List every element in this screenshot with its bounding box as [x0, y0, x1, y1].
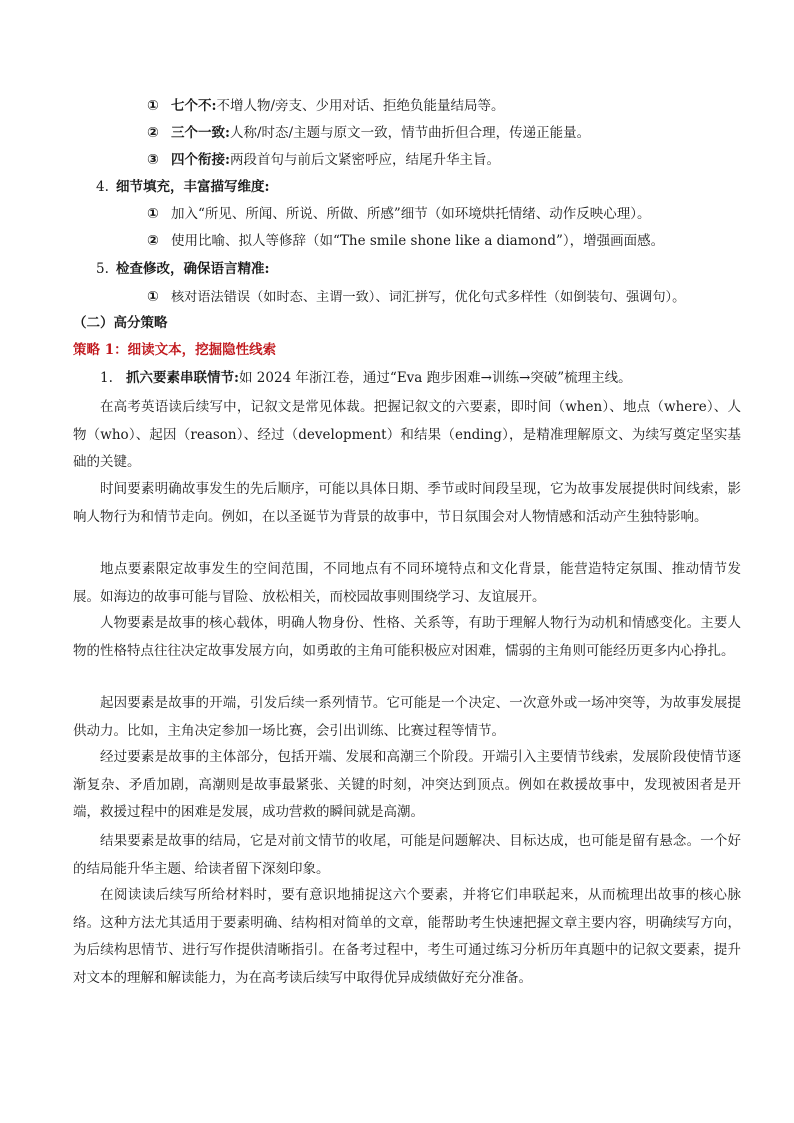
- rule-text: 两段首句与前后文紧密呼应，结尾升华主旨。: [229, 152, 500, 168]
- item-text: 核对语法错误（如时态、主谓一致）、词汇拼写，优化句式多样性（如倒装句、强调句）。: [171, 290, 686, 305]
- circled-number-1: ①: [147, 98, 159, 114]
- step-title: 检查修改，确保语言精准:: [116, 261, 270, 277]
- sub-point-1: [100, 367, 632, 389]
- rule-label: 三个一致:: [171, 125, 230, 141]
- rule-text: 不增人物/旁支、少用对话、拒绝负能量结局等。: [216, 98, 505, 114]
- circled-number-1: ①: [147, 289, 159, 305]
- body-paragraph: 经过要素是故事的主体部分，包括开端、发展和高潮三个阶段。开端引入主要情节线索，发展阶段使情节逐渐复杂、矛盾加剧，高潮则是故事最紧张、关键的时刻，冲突达到顶点。例如在救援故事中，发现被困者是开端，救援过程中的困难是发展，成功营救的瞬间就是高潮。: [73, 749, 741, 820]
- step-5-heading: [96, 258, 269, 280]
- strategy-heading: 策略 1：细读文本，挖掘隐性线索: [73, 342, 277, 358]
- body-paragraph: 结果要素是故事的结局，它是对前文情节的收尾，可能是问题解决、目标达成，也可能是留有悬念。一个好的结局能升华主题、给读者留下深刻印象。: [73, 833, 741, 877]
- step-4-heading: [96, 176, 269, 198]
- rule-four-links: [147, 149, 500, 171]
- step-number: 5.: [96, 261, 109, 277]
- item-text: 加入“所见、所闻、所说、所做、所感”细节（如环境烘托情绪、动作反映心理）。: [171, 206, 651, 222]
- step-number: 4.: [96, 179, 109, 195]
- circled-number-2: ②: [147, 233, 159, 249]
- body-paragraph: 地点要素限定故事发生的空间范围，不同地点有不同环境特点和文化背景，能营造特定氛围、推动情节发展。如海边的故事可能与冒险、放松相关，而校园故事则围绕学习、友谊展开。: [73, 561, 741, 605]
- step-4-item-1: [147, 203, 651, 225]
- step-4-item-2: [147, 230, 664, 252]
- step-title: 细节填充，丰富描写维度:: [116, 179, 270, 195]
- body-paragraph: 起因要素是故事的开端，引发后续一系列情节。它可能是一个决定、一次意外或一场冲突等，为故事发展提供动力。比如，主角决定参加一场比赛，会引出训练、比赛过程等情节。: [73, 695, 741, 739]
- rule-text: 人称/时态/主题与原文一致，情节曲折但合理，传递正能量。: [229, 125, 591, 141]
- section-heading: （二）高分策略: [73, 315, 168, 331]
- body-paragraph: 时间要素明确故事发生的先后顺序，可能以具体日期、季节或时间段呈现，它为故事发展提供时间线索，影响人物行为和情节走向。例如，在以圣诞节为背景的故事中，节日氛围会对人物情感和活动产生独特影响。: [73, 481, 741, 525]
- circled-number-2: ②: [147, 125, 159, 141]
- body-paragraph: 人物要素是故事的核心载体，明确人物身份、性格、关系等，有助于理解人物行为动机和情感变化。主要人物的性格特点往往决定故事发展方向，如勇敢的主角可能积极应对困难，懦弱的主角则可能经历更多内心挣扎。: [73, 615, 741, 659]
- sub-point-text: 如 2024 年浙江卷，通过“Eva 跑步困难→训练→突破”梳理主线。: [238, 370, 632, 386]
- rule-label: 四个衔接:: [171, 152, 230, 168]
- rule-seven-nots: [147, 95, 505, 117]
- step-5-item-1: [147, 286, 685, 309]
- rule-three-consistencies: [147, 122, 590, 144]
- sub-point-number: 1.: [100, 370, 113, 386]
- item-text: 使用比喻、拟人等修辞（如“The smile shone like a diamond”），增强画面感。: [171, 233, 665, 249]
- rule-label: 七个不:: [171, 98, 217, 114]
- circled-number-3: ③: [147, 152, 159, 168]
- body-paragraph: 在高考英语读后续写中，记叙文是常见体裁。把握记叙文的六要素，即时间（when）、地点（where）、人物（who）、起因（reason）、经过（development）和结果（ending），是精准理解原文、为续写奠定坚实基础的关键。: [73, 399, 741, 470]
- body-paragraph: 在阅读读后续写所给材料时，要有意识地捕捉这六个要素，并将它们串联起来，从而梳理出故事的核心脉络。这种方法尤其适用于要素明确、结构相对简单的文章，能帮助考生快速把握文章主要内容，明确续写方向，为后续构思情节、进行写作提供清晰指引。在备考过程中，考生可通过练习分析历年真题中的记叙文要素，提升对文本的理解和解读能力，为在高考读后续写中取得优异成绩做好充分准备。: [73, 887, 741, 986]
- circled-number-1: ①: [147, 206, 159, 222]
- sub-point-label: 抓六要素串联情节:: [126, 370, 239, 386]
